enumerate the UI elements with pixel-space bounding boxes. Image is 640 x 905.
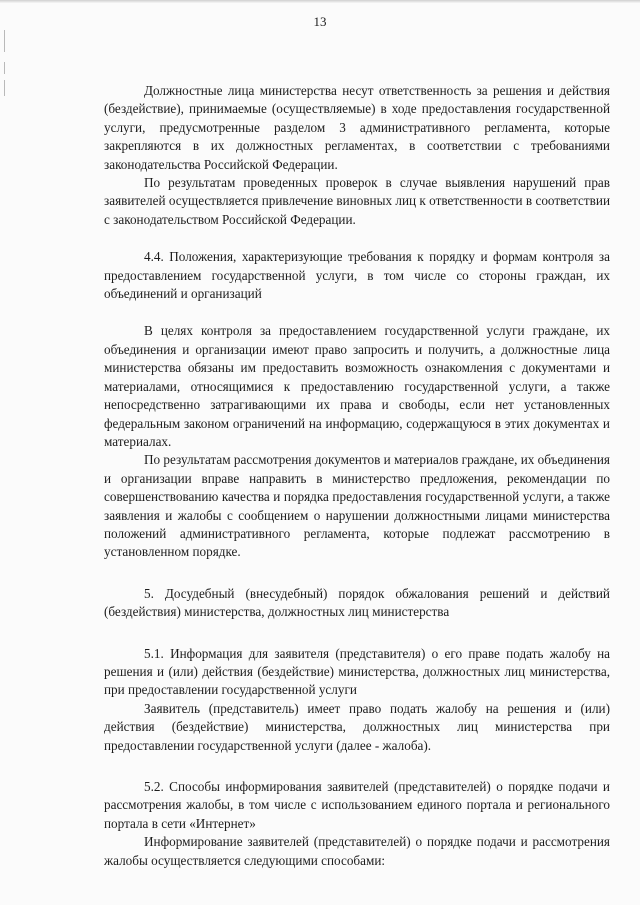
scan-margin-mark — [4, 30, 5, 52]
paragraph-inspection-results: По результатам проведенных проверок в случае выявления нарушений прав заявителей осуществляется привлечение виновных лиц к ответственности в соответствии с законодательством Российской Федерации. — [104, 175, 610, 227]
section-heading-5: 5. Досудебный (внесудебный) порядок обжалования решений и действий (бездействия) министерства, должностных лиц министерства — [104, 585, 610, 620]
scan-top-edge — [0, 0, 640, 3]
scan-margin-mark — [4, 80, 5, 96]
paragraph-informing-methods: Информирование заявителей (представителей) о порядке подачи и рассмотрения жалобы осуществляется следующими способами: — [104, 834, 610, 868]
section-heading-4-4: 4.4. Положения, характеризующие требования к порядку и формам контроля за предоставлением государственной услуги, в том числе со стороны граждан, их объединений и организаций — [104, 249, 610, 302]
paragraph-officials-responsibility: Должностные лица министерства несут ответственность за решения и действия (бездействие), принимаемые (осуществляемые) в ходе предоставления государственной услуги, предусмотренные разделом 3 административного регламента, которые закрепляются в их должностных регламентах, в соответствии с требованиями законодательства Российской Федерации. — [104, 83, 610, 172]
page-number: 13 — [313, 14, 327, 29]
scan-margin-mark — [4, 62, 5, 74]
paragraph-citizen-control: В целях контроля за предоставлением государственной услуги граждане, их объединения и организации имеют право запросить и получить, а должностные лица министерства обязаны им предоставить возможность ознакомления с документами и материалами, относящимися к предоставлению государственной услуги, а также непосредственно затрагивающими их права и свободы, если нет установленных федеральным законом ограничений на информацию, содержащуюся в этих документах и материалах. — [104, 323, 610, 449]
section-heading-5-1: 5.1. Информация для заявителя (представителя) о его праве подать жалобу на решения и (или) действия (бездействие) министерства, должностных лиц министерства, при предоставлении государственной услуги — [104, 645, 610, 698]
paragraph-right-to-complain: Заявитель (представитель) имеет право подать жалобу на решения и (или) действия (бездействие) министерства, должностных лиц министерства при предоставлении государственной услуги (далее - жалоба). — [104, 700, 610, 753]
section-heading-5-2: 5.2. Способы информирования заявителей (представителей) о порядке подачи и рассмотрения жалобы, в том числе с использованием единого портала и регионального портала в сети «Интернет» — [104, 779, 610, 831]
document-body — [104, 82, 610, 870]
paragraph-review-results: По результатам рассмотрения документов и материалов граждане, их объединения и организации вправе направить в министерство предложения, рекомендации по совершенствованию качества и порядка предоставления государственной услуги, а также заявления и жалобы с сообщением о нарушении должностными лицами министерства положений административного регламента, которые подлежат рассмотрению в установленном порядке. — [104, 452, 610, 560]
